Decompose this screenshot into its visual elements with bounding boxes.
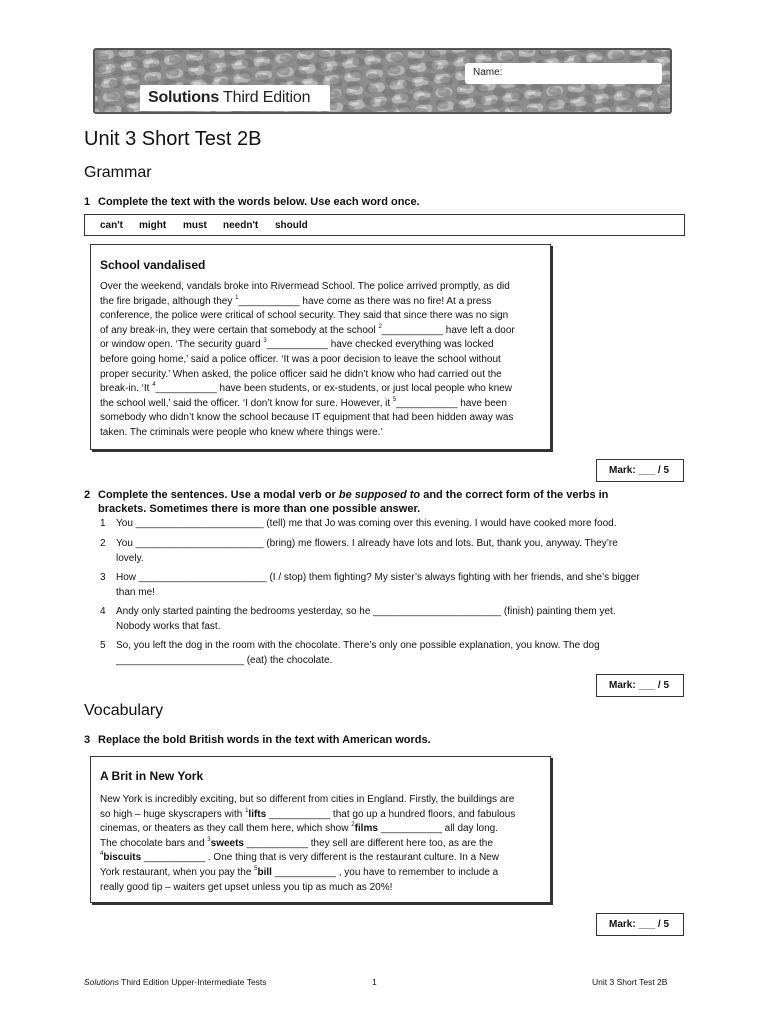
q3-number: 3: [84, 734, 91, 746]
q1-number: 1: [84, 196, 91, 208]
item-text: [116, 571, 684, 600]
q3-instruction: [84, 734, 431, 746]
q1-instruction-text: Complete the text with the words below. Use each word once.: [98, 196, 420, 208]
q1-instruction: [84, 196, 420, 208]
footer-left-rest: Third Edition Upper-Intermediate Tests: [118, 977, 267, 987]
q2-instruction-a: Complete the sentences. Use a modal verb or: [98, 489, 339, 501]
q2-instruction: [84, 488, 608, 516]
brand-box: [140, 85, 330, 111]
gap-number: 1: [245, 807, 249, 814]
text-line: $^4$biscuits ___________ . One thing that is very different is the restaurant culture. In a New: [100, 851, 499, 864]
brand-bold: Solutions: [148, 89, 220, 106]
word-item: can't: [100, 220, 123, 231]
item-line: You _______________________ (tell) me that Jo was coming over this evening. I would have cooked more food.: [116, 518, 617, 529]
text-line: York restaurant, when you pay the $^5$bill ___________ , you have to remember to include a: [100, 865, 499, 878]
mark-label: Mark: ___ / 5: [609, 680, 670, 691]
text-line: before going home,’ said a police officer. ‘It was a poor decision to leave the school without: [100, 353, 501, 365]
text-line: or window open. ‘The security guard $^3$___________ have checked everything was locked: [100, 338, 494, 351]
brand-rest: Third Edition: [219, 89, 311, 106]
reading-text: [100, 280, 546, 441]
item-line: So, you left the dog in the room with the chocolate. There’s only one possible explanation, you know. The dog: [116, 640, 600, 651]
text-line: the fire brigade, although they $^1$___________ have come as there was no fire! At a press: [100, 294, 492, 307]
item-number: 4: [100, 606, 106, 617]
text-line: cinemas, or theaters as they call them here, which show $^2$films ___________ all day long.: [100, 822, 499, 835]
text-line: Over the weekend, vandals broke into Rivermead School. The police arrived promptly, as did: [100, 281, 510, 292]
gap-number: 4: [152, 382, 156, 389]
q2-mark-box: [596, 674, 684, 697]
footer-page-number: 1: [372, 977, 377, 987]
mark-label: Mark: ___ / 5: [609, 919, 670, 930]
gap-number: 1: [235, 294, 239, 301]
q2-number: 2: [84, 489, 91, 501]
reading-text: [100, 793, 546, 895]
item-text: [116, 605, 684, 634]
item-line: You _______________________ (bring) me flowers. I already have lots and lots. But, thank you, anyway. They’re: [116, 538, 618, 549]
word-item: might: [139, 220, 167, 231]
text-line: the school well,’ said the officer. ‘I don’t know for sure. However, it $^5$___________ have been: [100, 396, 507, 409]
item-line: How _______________________ (I / stop) them fighting? My sister’s always fighting with her friends, and she’s bigger: [116, 572, 640, 583]
text-line: break-in. ‘It $^4$___________ have been students, or ex-students, or just local people who knew: [100, 382, 512, 395]
gap-number: 3: [207, 836, 211, 843]
bold-word: lifts: [248, 808, 267, 820]
item-line: Andy only started painting the bedrooms yesterday, so he _______________________ (finish) painting them yet.: [116, 606, 616, 617]
footer-left: [84, 977, 267, 987]
item-number: 3: [100, 572, 106, 583]
gap-number: 3: [263, 338, 267, 345]
item-number: 1: [100, 518, 106, 529]
text-line: so high – huge skyscrapers with $^1$lifts ___________ that go up a hundred floors, and fabulous: [100, 807, 516, 820]
text-line: proper security.’ When asked, the police officer said he didn’t know who had carried out the: [100, 368, 502, 380]
q2-instruction-line2: brackets. Sometimes there is more than one possible answer.: [98, 503, 421, 515]
bold-word: biscuits: [103, 852, 142, 864]
name-label: Name:: [473, 67, 503, 78]
text-line: really good tip – waiters get upset unless you tip as much as 20%!: [100, 881, 393, 893]
gap-number: 4: [100, 851, 104, 858]
bold-word: films: [354, 823, 378, 835]
item-text: [116, 517, 684, 532]
q2-instruction-b: and the correct form of the verbs in: [420, 489, 609, 501]
name-field[interactable]: [465, 63, 662, 84]
item-line: _______________________ (eat) the chocolate.: [116, 654, 333, 666]
bold-word: bill: [257, 866, 272, 878]
gap-number: 5: [254, 865, 258, 872]
q3-mark-box: [596, 913, 684, 936]
header-banner: [93, 48, 672, 114]
page-title: Unit 3 Short Test 2B: [84, 128, 262, 150]
item-number: 2: [100, 538, 106, 549]
brand-logo: [148, 89, 310, 107]
text-line: taken. The criminals were people who knew where things were.’: [100, 426, 383, 438]
word-item: must: [183, 220, 207, 231]
item-line: Nobody works that fast.: [116, 620, 221, 632]
text-line: New York is incredibly exciting, but so different from cities in England. Firstly, the buildings are: [100, 794, 515, 805]
footer-right: Unit 3 Short Test 2B: [592, 977, 668, 987]
q2-instruction-em: be supposed to: [338, 489, 421, 501]
word-box: [84, 214, 685, 236]
text-line: of any break-in, they were certain that somebody at the school $^2$___________ have left a door: [100, 323, 515, 336]
reading-title: A Brit in New York: [100, 769, 204, 783]
reading-title: School vandalised: [100, 258, 206, 272]
item-number: 5: [100, 640, 106, 651]
reading-box-newyork: [90, 756, 551, 903]
item-line: lovely.: [116, 552, 144, 564]
vocabulary-heading: Vocabulary: [84, 702, 164, 719]
gap-number: 5: [392, 396, 397, 403]
reading-box-school: [90, 244, 551, 450]
grammar-heading: Grammar: [84, 164, 152, 181]
q3-instruction-text: Replace the bold British words in the text with American words.: [98, 734, 431, 746]
item-text: [116, 639, 684, 668]
text-line: somebody who didn’t know the school because IT equipment that had been hidden away was: [100, 412, 514, 424]
item-text: [116, 537, 684, 566]
item-line: than me!: [116, 586, 155, 598]
mark-label: Mark: ___ / 5: [609, 465, 670, 476]
word-item: needn't: [223, 220, 259, 231]
text-line: The chocolate bars and $^3$sweets ___________ they sell are different here too, as are the: [100, 836, 493, 849]
q1-mark-box: [596, 459, 684, 482]
bold-word: sweets: [210, 837, 244, 849]
word-item: should: [275, 220, 308, 231]
footer-left-em: Solutions: [84, 977, 119, 987]
text-line: conference, the police were critical of school security. They said that since there was no sign: [100, 310, 509, 322]
gap-number: 2: [351, 822, 355, 829]
gap-number: 2: [378, 323, 382, 330]
